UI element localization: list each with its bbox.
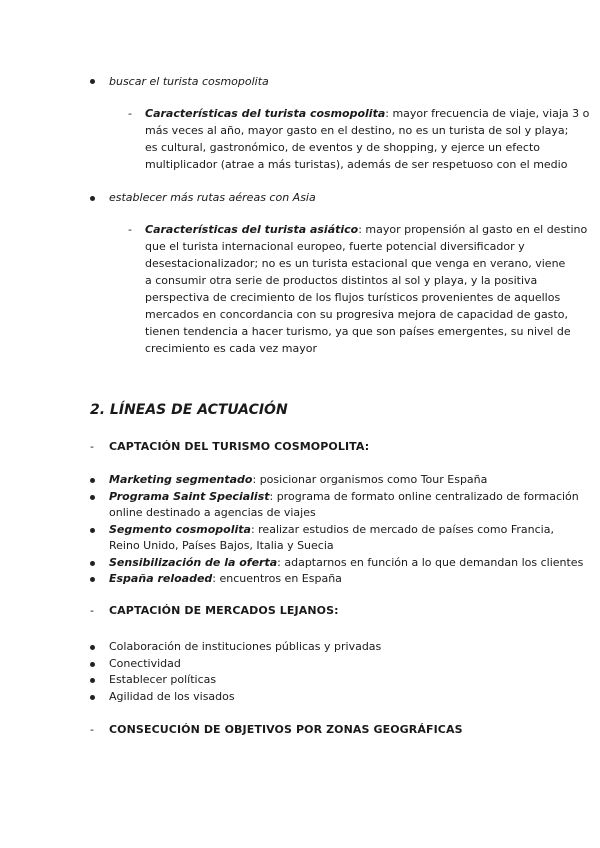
list-item [109, 489, 579, 505]
list-item: Agilidad de los visados [109, 690, 235, 703]
sub-paragraph-line: más veces al año, mayor gasto en el destino, no es un turista de sol y playa; [145, 124, 569, 137]
sub-paragraph-line: multiplicador (atrae a más turistas), además de ser respetuoso con el medio [145, 158, 568, 171]
item-label: Sensibilización de la oferta [109, 556, 278, 569]
bullet-icon [90, 577, 95, 582]
item-text: : encuentros en España [212, 572, 342, 585]
subsection-title: CONSECUCIÓN DE OBJETIVOS POR ZONAS GEOGRÁFICAS [109, 723, 463, 736]
bullet-icon [90, 662, 95, 667]
item-label: Segmento cosmopolita [109, 523, 251, 536]
sub-paragraph-line: a consumir otra serie de productos distintos al sol y playa, y la positiva [145, 274, 538, 287]
sub-text: : mayor frecuencia de viaje, viaja 3 o [385, 107, 590, 120]
item-label: España reloaded [109, 572, 213, 585]
dash-marker: - [128, 223, 132, 236]
sub-paragraph-line: que el turista internacional europeo, fuerte potencial diversificador y [145, 240, 525, 253]
sub-paragraph-line: tienen tendencia a hacer turismo, ya que son países emergentes, su nivel de [145, 325, 571, 338]
item-text: : posicionar organismos como Tour España [252, 473, 488, 486]
sub-paragraph-line: perspectiva de crecimiento de los flujos turísticos provenientes de aquellos [145, 291, 561, 304]
sub-paragraph-line [145, 222, 587, 238]
subsection-title: CAPTACIÓN DE MERCADOS LEJANOS: [109, 604, 339, 617]
sub-text: : mayor propensión al gasto en el destino [358, 223, 588, 236]
bullet-icon [90, 678, 95, 683]
bullet-icon [90, 478, 95, 483]
item-label: Programa Saint Specialist [109, 490, 270, 503]
list-item [109, 472, 487, 488]
section-heading: 2. LÍNEAS DE ACTUACIÓN [90, 402, 288, 418]
dash-marker: - [90, 604, 94, 617]
bullet-icon [90, 495, 95, 500]
sub-paragraph-line: es cultural, gastronómico, de eventos y de shopping, y ejerce un efecto [145, 141, 541, 154]
list-item [109, 571, 342, 587]
sub-paragraph-line: desestacionalizador; no es un turista estacional que venga en verano, viene [145, 257, 566, 270]
bullet-icon [90, 561, 95, 566]
list-item: Colaboración de instituciones públicas y privadas [109, 640, 382, 653]
subsection-title: CAPTACIÓN DEL TURISMO COSMOPOLITA: [109, 440, 370, 453]
bullet-icon [90, 79, 95, 84]
bullet-icon [90, 695, 95, 700]
list-item: Conectividad [109, 657, 181, 670]
bullet-text: buscar el turista cosmopolita [109, 75, 269, 88]
list-item: Establecer políticas [109, 673, 217, 686]
list-item-continuation: Reino Unido, Países Bajos, Italia y Suecia [109, 539, 334, 552]
bullet-icon [90, 528, 95, 533]
sub-paragraph-line: crecimiento es cada vez mayor [145, 342, 318, 355]
dash-marker: - [128, 107, 132, 120]
list-item-continuation: online destinado a agencias de viajes [109, 506, 316, 519]
list-item [109, 522, 554, 538]
item-text: : realizar estudios de mercado de países como Francia, [250, 523, 554, 536]
item-text: : programa de formato online centralizado de formación [269, 490, 579, 503]
sub-paragraph-line [145, 106, 589, 122]
item-text: : adaptarnos en función a lo que demandan los clientes [277, 556, 584, 569]
bullet-icon [90, 645, 95, 650]
dash-marker: - [90, 723, 94, 736]
list-item [109, 555, 583, 571]
sub-label: Características del turista cosmopolita [145, 107, 386, 120]
bullet-icon [90, 196, 95, 201]
dash-marker: - [90, 440, 94, 453]
sub-label: Características del turista asiático [145, 223, 359, 236]
sub-paragraph-line: mercados en concordancia con su progresiva mejora de capacidad de gasto, [145, 308, 568, 321]
bullet-text: establecer más rutas aéreas con Asia [109, 191, 316, 204]
item-label: Marketing segmentado [109, 473, 253, 486]
